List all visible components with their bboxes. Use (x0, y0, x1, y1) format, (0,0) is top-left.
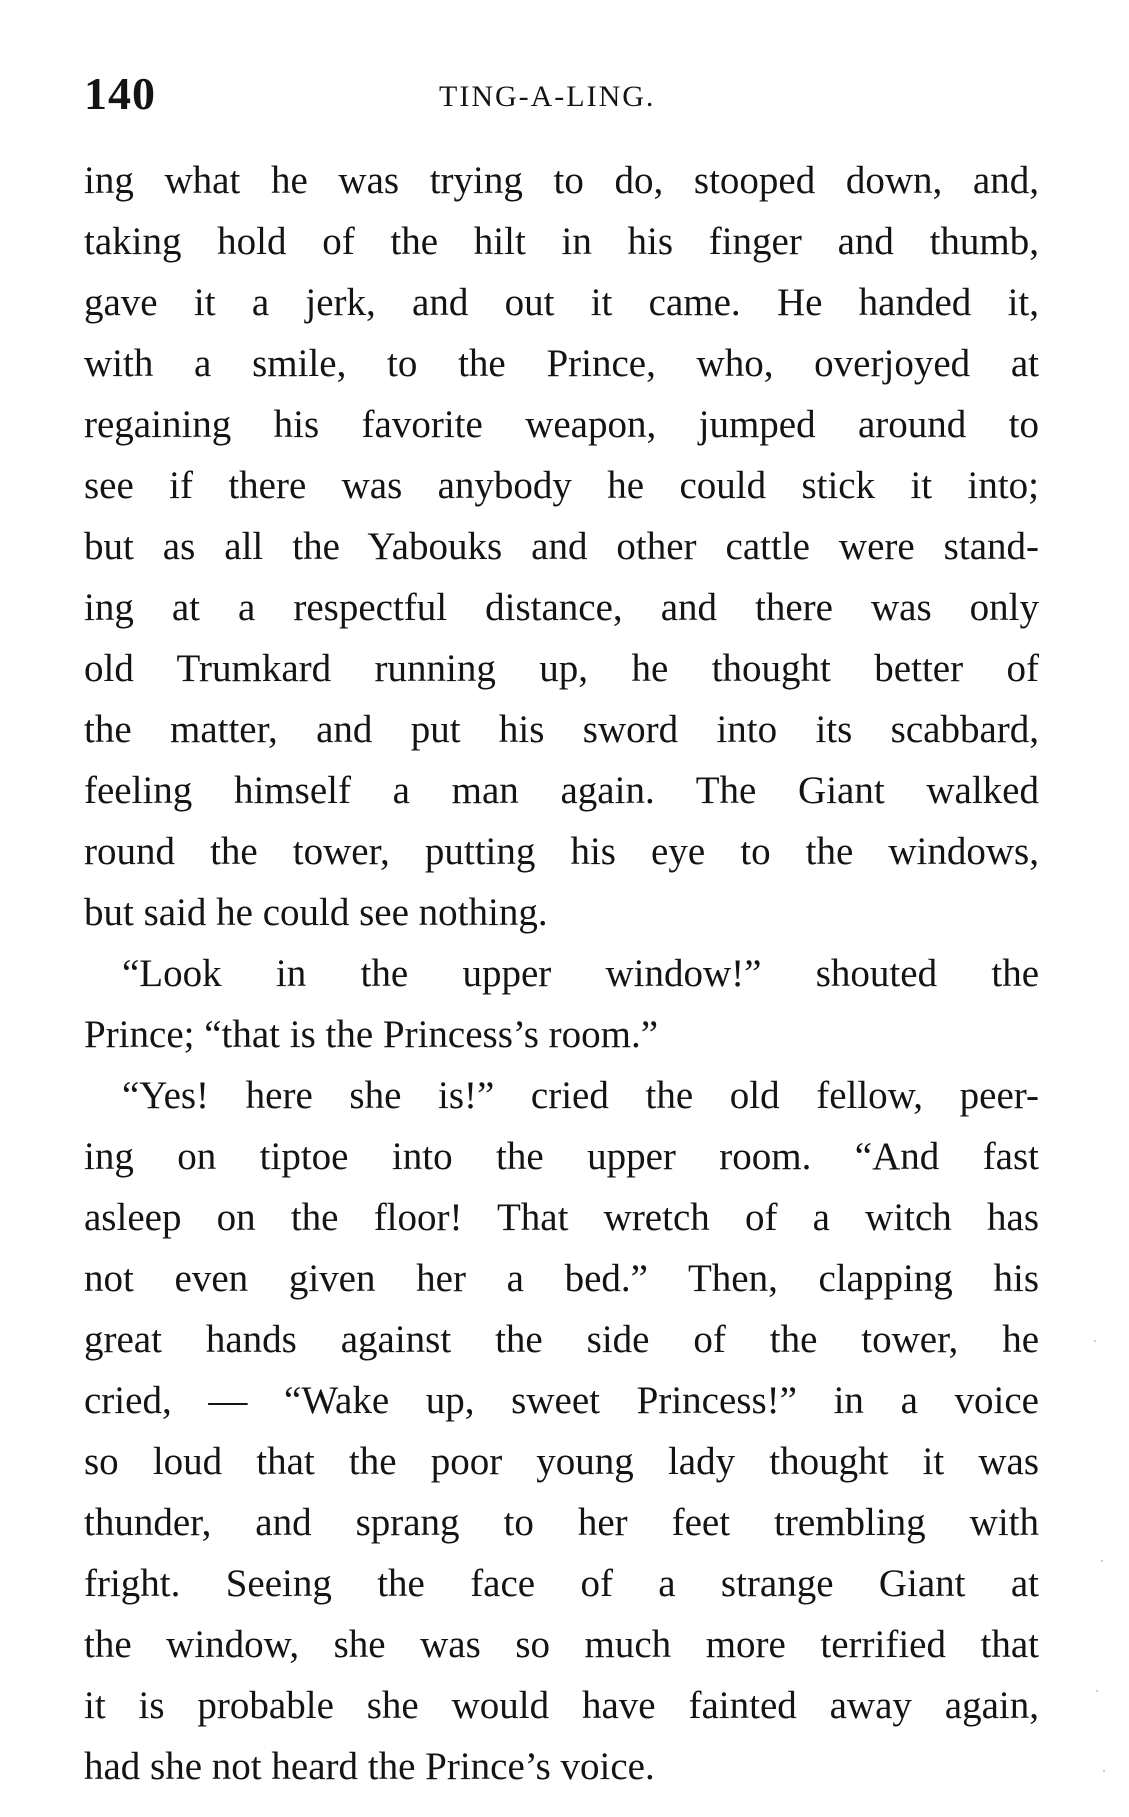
text-line: great hands against the side of the tower, he (84, 1318, 1039, 1361)
text-line: the window, she was so much more terrified that (84, 1623, 1039, 1666)
text-line: ing what he was trying to do, stooped down, and, (84, 159, 1039, 202)
text-line: see if there was anybody he could stick it into; (84, 464, 1039, 507)
text-line: cried, — “Wake up, sweet Princess!” in a voice (84, 1379, 1039, 1422)
text-line: Prince; “that is the Princess’s room.” (84, 1013, 659, 1056)
text-line: with a smile, to the Prince, who, overjoyed at (84, 342, 1039, 385)
text-line: not even given her a bed.” Then, clapping his (84, 1257, 1039, 1300)
margin-speck (1101, 1560, 1103, 1562)
text-line: feeling himself a man again. The Giant walked (84, 769, 1039, 812)
text-line: “Look in the upper window!” shouted the (122, 952, 1039, 995)
text-line: thunder, and sprang to her feet trembling with (84, 1501, 1039, 1544)
running-head: TING-A-LING. (439, 80, 656, 113)
text-line: had she not heard the Prince’s voice. (84, 1745, 655, 1788)
margin-speck (1094, 1340, 1096, 1342)
text-line: taking hold of the hilt in his finger and thumb, (84, 220, 1039, 263)
page-header (84, 64, 1039, 124)
text-line: the matter, and put his sword into its scabbard, (84, 708, 1039, 751)
text-line: ing on tiptoe into the upper room. “And fast (84, 1135, 1039, 1178)
text-line: old Trumkard running up, he thought better of (84, 647, 1039, 690)
margin-speck (1096, 1690, 1098, 1692)
text-line: it is probable she would have fainted away again, (84, 1684, 1039, 1727)
text-line: round the tower, putting his eye to the windows, (84, 830, 1039, 873)
margin-speck (1103, 1770, 1105, 1772)
text-line: but as all the Yabouks and other cattle were stand- (84, 525, 1039, 568)
text-line: regaining his favorite weapon, jumped around to (84, 403, 1039, 446)
text-line: asleep on the floor! That wretch of a witch has (84, 1196, 1039, 1239)
page-number: 140 (84, 68, 156, 119)
body-text (84, 150, 1039, 1797)
text-line: ing at a respectful distance, and there was only (84, 586, 1039, 629)
text-line: fright. Seeing the face of a strange Giant at (84, 1562, 1039, 1605)
text-line: “Yes! here she is!” cried the old fellow, peer- (122, 1074, 1039, 1117)
text-line: gave it a jerk, and out it came. He handed it, (84, 281, 1039, 324)
text-line: so loud that the poor young lady thought it was (84, 1440, 1039, 1483)
text-line: but said he could see nothing. (84, 891, 548, 934)
